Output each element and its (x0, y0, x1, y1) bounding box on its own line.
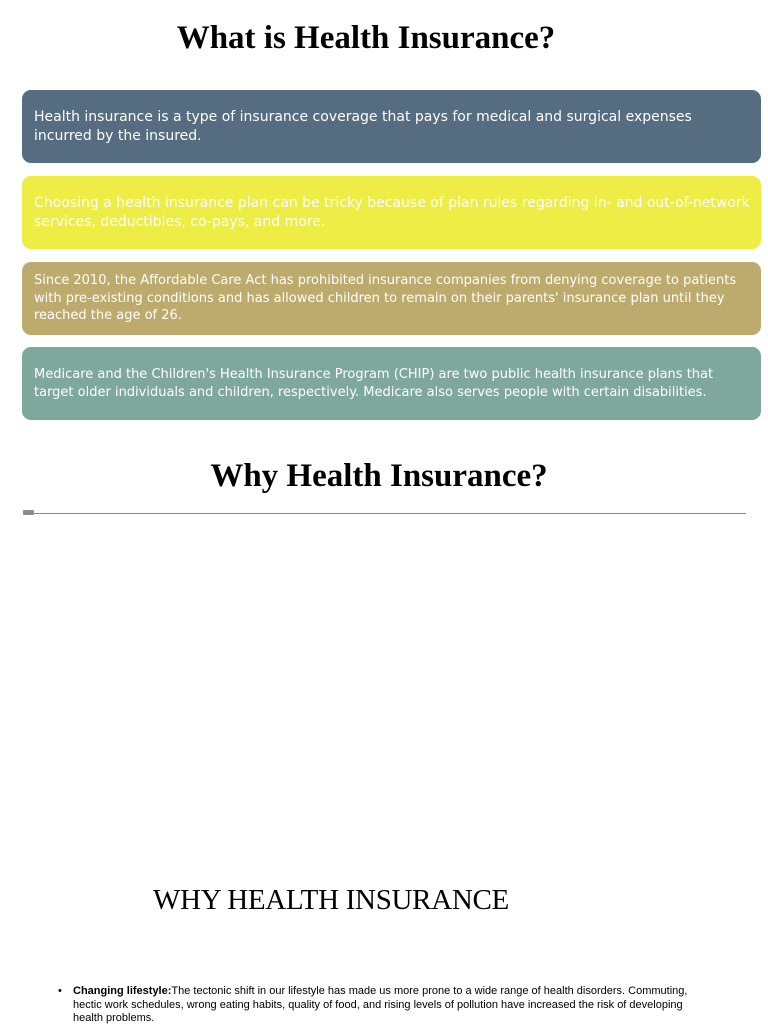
bullet-list (58, 985, 708, 1026)
list-item (58, 985, 708, 1026)
bullet-icon: • (58, 985, 62, 997)
section-divider (24, 513, 746, 514)
info-card-text: Medicare and the Children's Health Insurance Program (CHIP) are two public health insurance plans that target older individuals and children, respectively. Medicare also serves people with certain disabilities. (34, 367, 714, 400)
bullet-text: The tectonic shift in our lifestyle has made us more prone to a wide range of health disorders. Commuting, hectic work schedules, wrong eating habits, quality of food, and rising levels of pollution have increased the risk of developing health problems. (73, 985, 688, 1024)
info-card-choosing-plan (22, 176, 761, 249)
section-title-why: Why Health Insurance? (210, 458, 548, 494)
section-title-why-uppercase: WHY HEALTH INSURANCE (153, 884, 509, 916)
info-card-affordable-care-act (22, 262, 761, 335)
info-card-definition (22, 90, 761, 163)
bullet-term: Changing lifestyle: (73, 985, 172, 997)
info-card-text: Since 2010, the Affordable Care Act has prohibited insurance companies from denying coverage to patients with pre-existing conditions and has allowed children to remain on their parents' insurance plan until they reached the age of 26. (34, 273, 737, 324)
info-card-text: Choosing a health insurance plan can be tricky because of plan rules regarding in- and out-of-network services, deductibles, co-pays, and more. (34, 194, 750, 230)
page-title: What is Health Insurance? (176, 20, 556, 56)
info-card-text: Health insurance is a type of insurance coverage that pays for medical and surgical expenses incurred by the insured. (34, 108, 692, 144)
info-card-medicare-chip (22, 347, 761, 420)
